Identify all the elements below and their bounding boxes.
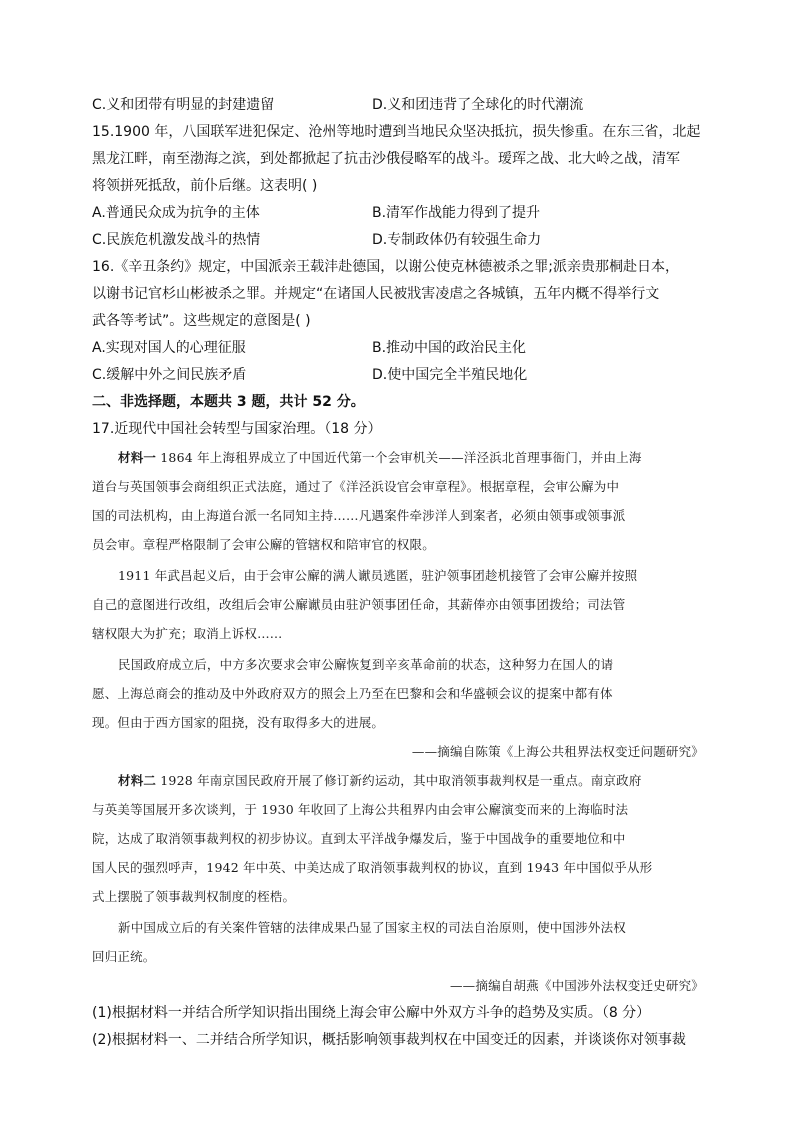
material-2 <box>92 766 704 1000</box>
material-2-text: 1928 年南京国民政府开展了修订新约运动，其中取消领事裁判权是一重点。南京政府 <box>156 773 642 788</box>
material-1-line: 国的司法机构，由上海道台派一名同知主持……凡遇案件牵涉洋人到案者，必须由领事或领事派 <box>92 508 626 523</box>
material-1-line: 1911 年武昌起义后，由于会审公廨的满人谳员逃匿，驻沪领事团趁机接管了会审公廨并按照 <box>118 568 638 583</box>
material-1-line: 民国政府成立后，中方多次要求会审公廨恢复到辛亥革命前的状态，这种努力在国人的请 <box>118 657 614 672</box>
material-2-line: 回归正统。 <box>92 949 156 964</box>
q16-stem-line: 16.《辛丑条约》规定，中国派亲王载沣赴德国，以谢公使克林德被杀之罪;派亲贵那桐赴日本， <box>92 259 679 275</box>
q14-options-cd <box>92 92 704 119</box>
material-2-line <box>92 766 704 795</box>
material-2-line: 与英美等国展开多次谈判，于 1930 年收回了上海公共租界内由会审公廨演变而来的上海临时法 <box>92 802 629 817</box>
q15-option-c: C.民族危机激发战斗的热情 <box>92 232 261 248</box>
q15-option-b: B.清军作战能力得到了提升 <box>372 205 541 221</box>
q15-options-cd <box>92 227 704 254</box>
q15-stem-line: 黑龙江畔，南至渤海之滨，到处都掀起了抗击沙俄侵略军的战斗。瑷珲之战、北大岭之战，清军 <box>92 151 680 167</box>
question-15 <box>92 119 704 254</box>
q16-option-b: B.推动中国的政治民主化 <box>372 340 527 356</box>
material-1-line: 道台与英国领事会商组织正式法庭，通过了《洋泾浜设官会审章程》。根据章程，会审公廨为中 <box>92 479 620 494</box>
material-1-line: 辖权限大为扩充；取消上诉权…… <box>92 626 283 641</box>
q14-option-d: D.义和团违背了全球化的时代潮流 <box>372 97 584 113</box>
material-1-source: ——摘编自陈策《上海公共租界法权变迁问题研究》 <box>411 744 704 759</box>
material-2-line: 国人民的强烈呼声，1942 年中英、中美达成了取消领事裁判权的协议，直到 1943 年中国似乎从形 <box>92 860 653 875</box>
q15-options-ab <box>92 200 704 227</box>
material-1-line: 现。但由于西方国家的阻挠，没有取得多大的进展。 <box>92 715 385 730</box>
q16-options-ab <box>92 335 704 362</box>
q15-option-a: A.普通民众成为抗争的主体 <box>92 205 260 221</box>
q16-options-cd <box>92 362 704 389</box>
material-1 <box>92 443 704 766</box>
q16-option-d: D.使中国完全半殖民地化 <box>372 367 528 383</box>
q15-stem-line: 将领拼死抵敌，前仆后继。这表明( ) <box>92 178 318 194</box>
q17-subquestion-1: (1)根据材料一并结合所学知识指出围绕上海会审公廨中外双方斗争的趋势及实质。（8 分） <box>92 1005 651 1021</box>
material-2-label: 材料二 <box>118 773 157 788</box>
material-1-label: 材料一 <box>118 450 157 465</box>
material-1-line: 员会审。章程严格限制了会审公廨的管辖权和陪审官的权限。 <box>92 537 435 552</box>
exam-page <box>92 92 704 1054</box>
material-1-line <box>92 443 704 472</box>
q17-title: 17.近现代中国社会转型与国家治理。（18 分） <box>92 421 382 437</box>
material-2-line: 式上摆脱了领事裁判权制度的桎梏。 <box>92 889 296 904</box>
material-2-line: 新中国成立后的有关案件管辖的法律成果凸显了国家主权的司法自治原则，使中国涉外法权 <box>118 920 627 935</box>
question-16 <box>92 254 704 389</box>
question-17 <box>92 416 704 1054</box>
q15-option-d: D.专制政体仍有较强生命力 <box>372 232 542 248</box>
material-1-line: 愿、上海总商会的推动及中外政府双方的照会上乃至在巴黎和会和华盛顿会议的提案中都有体 <box>92 686 613 701</box>
q17-subquestion-2: (2)根据材料一、二并结合所学知识，概括影响领事裁判权在中国变迁的因素，并谈谈你对领事裁 <box>92 1032 686 1048</box>
section-2-heading: 二、非选择题，本题共 3 题，共计 52 分。 <box>92 394 365 410</box>
q16-option-c: C.缓解中外之间民族矛盾 <box>92 367 247 383</box>
q16-stem-line: 以谢书记官杉山彬被杀之罪。并规定“在诸国人民被戕害凌虐之各城镇，五年内概不得举行文 <box>92 286 660 302</box>
q14-option-c: C.义和团带有明显的封建遗留 <box>92 97 275 113</box>
material-1-line: 自己的意图进行改组，改组后会审公廨谳员由驻沪领事团任命，其薪俸亦由领事团拨给；司法管 <box>92 597 626 612</box>
q15-stem-line: 15.1900 年，八国联军进犯保定、沧州等地时遭到当地民众坚决抵抗，损失惨重。在东三省，北起 <box>92 124 701 140</box>
q16-stem-line: 武各等考试”。这些规定的意图是( ) <box>92 313 311 329</box>
q16-option-a: A.实现对国人的心理征服 <box>92 340 246 356</box>
material-1-text: 1864 年上海租界成立了中国近代第一个会审机关——洋泾浜北首理事衙门，并由上海 <box>156 450 642 465</box>
material-2-source: ——摘编自胡燕《中国涉外法权变迁史研究》 <box>449 978 704 993</box>
material-2-line: 院，达成了取消领事裁判权的初步协议。直到太平洋战争爆发后，鉴于中国战争的重要地位和中 <box>92 831 626 846</box>
